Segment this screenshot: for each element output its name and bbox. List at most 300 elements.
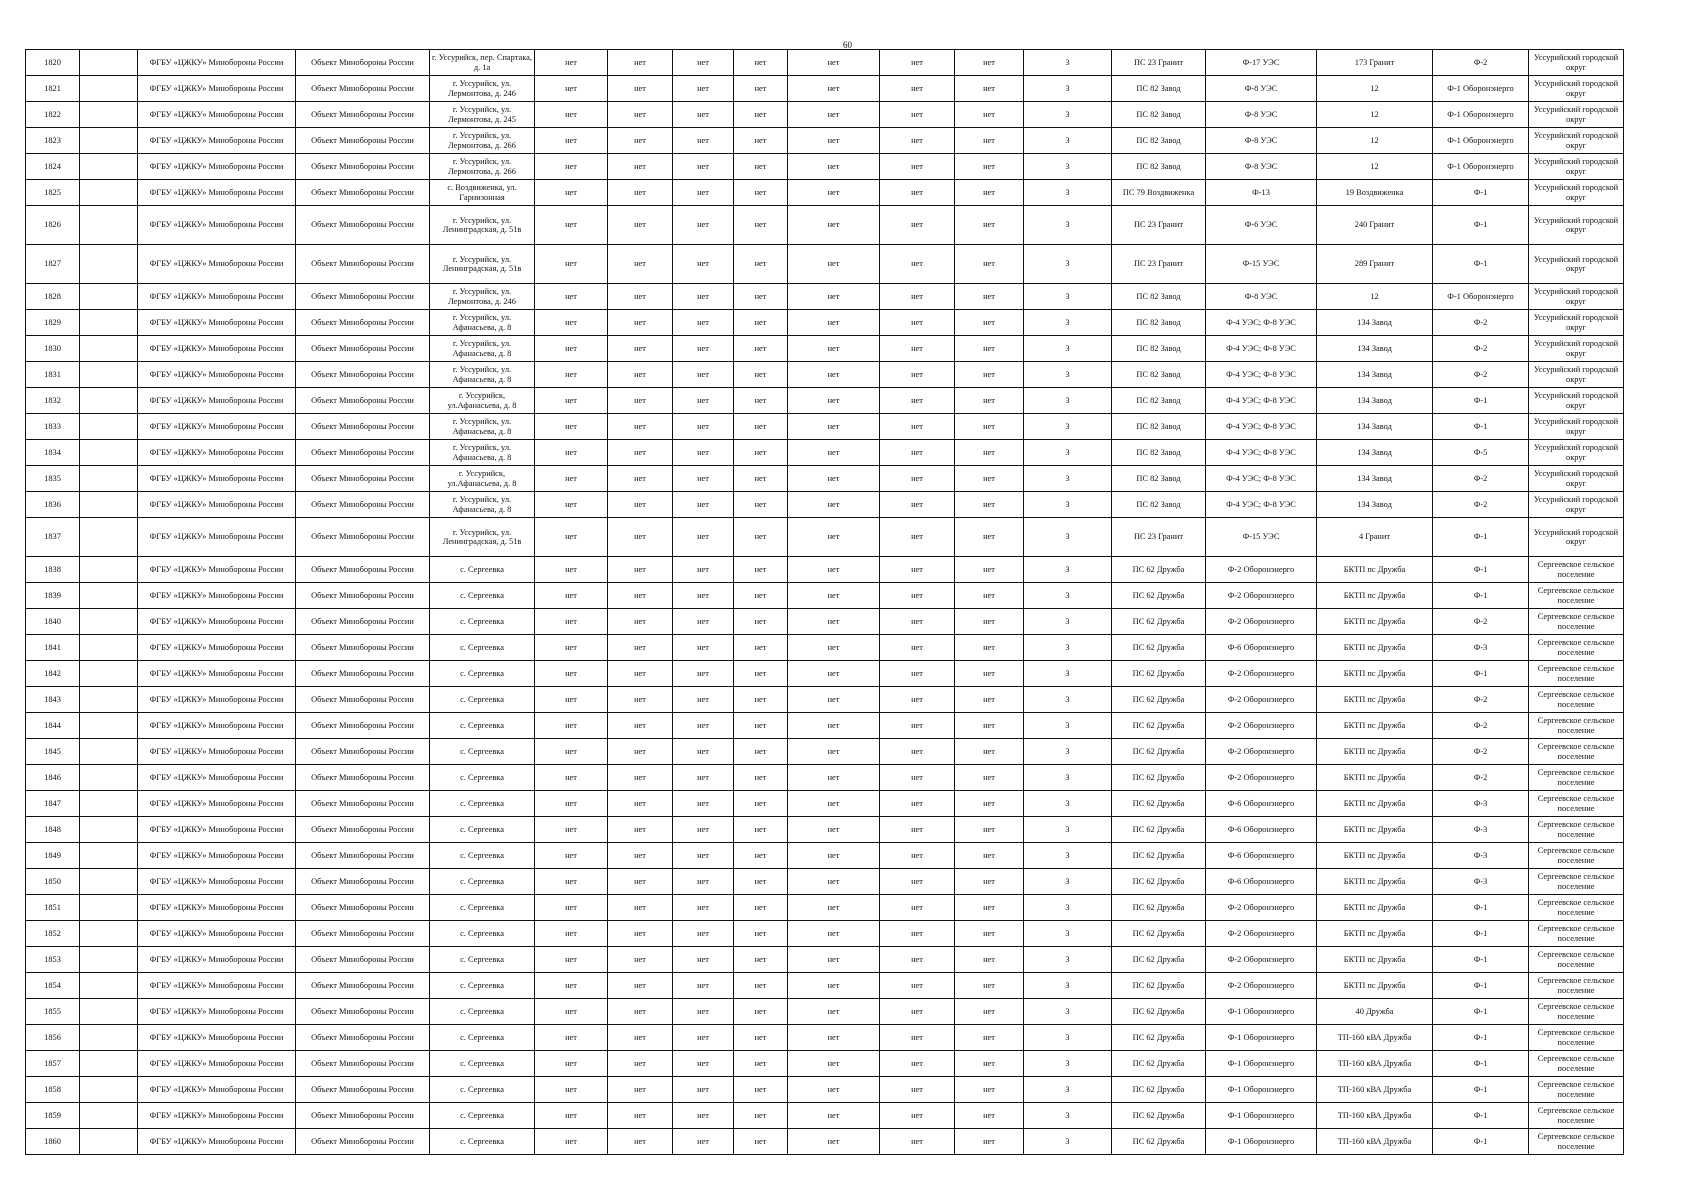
- cell-feeder: Ф-4 УЭС; Ф-8 УЭС: [1206, 336, 1317, 362]
- cell-c4: нет: [734, 128, 788, 154]
- cell-object: Объект Минобороны России: [296, 973, 430, 999]
- cell-c4: нет: [734, 206, 788, 245]
- cell-voltage: 3: [1024, 310, 1112, 336]
- cell-feeder: Ф-2 Оборонэнерго: [1206, 739, 1317, 765]
- cell-c3: нет: [673, 765, 734, 791]
- cell-c3: нет: [673, 1077, 734, 1103]
- table-row: [26, 791, 1624, 817]
- cell-org: ФГБУ «ЦЖКУ» Минобороны России: [138, 1051, 296, 1077]
- cell-c4: нет: [734, 739, 788, 765]
- cell-blank: [80, 206, 138, 245]
- cell-c7: нет: [955, 921, 1024, 947]
- cell-org: ФГБУ «ЦЖКУ» Минобороны России: [138, 713, 296, 739]
- cell-num: 1835: [26, 466, 80, 492]
- cell-line: Ф-1: [1433, 1103, 1529, 1129]
- cell-settlement: Сергеевское сельское поселение: [1529, 817, 1624, 843]
- table-row: [26, 50, 1624, 76]
- cell-c3: нет: [673, 661, 734, 687]
- cell-blank: [80, 102, 138, 128]
- cell-org: ФГБУ «ЦЖКУ» Минобороны России: [138, 336, 296, 362]
- cell-settlement: Сергеевское сельское поселение: [1529, 1129, 1624, 1155]
- cell-c2: нет: [608, 635, 673, 661]
- cell-feeder: Ф-8 УЭС: [1206, 154, 1317, 180]
- cell-c6: нет: [880, 687, 955, 713]
- cell-address: г. Уссурийск, ул. Афанасьева, д. 8: [430, 362, 535, 388]
- cell-c5: нет: [788, 310, 880, 336]
- table-row: [26, 921, 1624, 947]
- table-row: [26, 895, 1624, 921]
- cell-object: Объект Минобороны России: [296, 388, 430, 414]
- cell-substation: ПС 79 Воздвиженка: [1112, 180, 1206, 206]
- cell-c3: нет: [673, 440, 734, 466]
- cell-c7: нет: [955, 1103, 1024, 1129]
- cell-c1: нет: [535, 206, 608, 245]
- cell-c3: нет: [673, 999, 734, 1025]
- cell-address: с. Сергеевка: [430, 817, 535, 843]
- cell-substation: ПС 62 Дружба: [1112, 739, 1206, 765]
- cell-c2: нет: [608, 765, 673, 791]
- cell-line: Ф-2: [1433, 739, 1529, 765]
- cell-c4: нет: [734, 362, 788, 388]
- cell-address: с. Сергеевка: [430, 973, 535, 999]
- cell-blank: [80, 1025, 138, 1051]
- cell-tp: 134 Завод: [1317, 492, 1433, 518]
- cell-c6: нет: [880, 128, 955, 154]
- cell-blank: [80, 284, 138, 310]
- cell-line: Ф-2: [1433, 466, 1529, 492]
- cell-c2: нет: [608, 440, 673, 466]
- cell-c5: нет: [788, 635, 880, 661]
- cell-c7: нет: [955, 284, 1024, 310]
- cell-feeder: Ф-6 УЭС: [1206, 206, 1317, 245]
- cell-c5: нет: [788, 947, 880, 973]
- cell-c4: нет: [734, 180, 788, 206]
- cell-org: ФГБУ «ЦЖКУ» Минобороны России: [138, 310, 296, 336]
- cell-voltage: 3: [1024, 817, 1112, 843]
- cell-num: 1833: [26, 414, 80, 440]
- cell-c4: нет: [734, 245, 788, 284]
- cell-c4: нет: [734, 713, 788, 739]
- cell-c1: нет: [535, 765, 608, 791]
- cell-c6: нет: [880, 414, 955, 440]
- table-row: [26, 869, 1624, 895]
- cell-settlement: Сергеевское сельское поселение: [1529, 739, 1624, 765]
- cell-tp: 12: [1317, 284, 1433, 310]
- cell-address: с. Сергеевка: [430, 1103, 535, 1129]
- cell-substation: ПС 62 Дружба: [1112, 895, 1206, 921]
- cell-num: 1822: [26, 102, 80, 128]
- cell-c3: нет: [673, 310, 734, 336]
- cell-substation: ПС 62 Дружба: [1112, 609, 1206, 635]
- cell-settlement: Сергеевское сельское поселение: [1529, 765, 1624, 791]
- cell-c6: нет: [880, 635, 955, 661]
- cell-address: г. Уссурийск, ул. Афанасьева, д. 8: [430, 336, 535, 362]
- cell-blank: [80, 76, 138, 102]
- cell-feeder: Ф-1 Оборонэнерго: [1206, 1025, 1317, 1051]
- cell-c6: нет: [880, 362, 955, 388]
- cell-org: ФГБУ «ЦЖКУ» Минобороны России: [138, 414, 296, 440]
- cell-c5: нет: [788, 284, 880, 310]
- cell-address: г. Уссурийск, ул. Лермонтова, д. 245: [430, 102, 535, 128]
- cell-c6: нет: [880, 388, 955, 414]
- cell-c2: нет: [608, 245, 673, 284]
- cell-object: Объект Минобороны России: [296, 1103, 430, 1129]
- cell-feeder: Ф-6 Оборонэнерго: [1206, 869, 1317, 895]
- cell-feeder: Ф-4 УЭС; Ф-8 УЭС: [1206, 414, 1317, 440]
- cell-line: Ф-2: [1433, 336, 1529, 362]
- cell-c2: нет: [608, 1103, 673, 1129]
- cell-settlement: Уссурийский городской округ: [1529, 50, 1624, 76]
- cell-c5: нет: [788, 1103, 880, 1129]
- cell-address: г. Уссурийск, ул. Лермонтова, д. 246: [430, 284, 535, 310]
- cell-c5: нет: [788, 388, 880, 414]
- cell-substation: ПС 62 Дружба: [1112, 713, 1206, 739]
- cell-org: ФГБУ «ЦЖКУ» Минобороны России: [138, 245, 296, 284]
- cell-voltage: 3: [1024, 973, 1112, 999]
- cell-num: 1857: [26, 1051, 80, 1077]
- cell-c7: нет: [955, 128, 1024, 154]
- cell-address: г. Уссурийск, ул. Афанасьева, д. 8: [430, 414, 535, 440]
- cell-line: Ф-1: [1433, 973, 1529, 999]
- cell-blank: [80, 557, 138, 583]
- cell-address: с. Сергеевка: [430, 765, 535, 791]
- cell-voltage: 3: [1024, 154, 1112, 180]
- cell-object: Объект Минобороны России: [296, 1077, 430, 1103]
- cell-feeder: Ф-2 Оборонэнерго: [1206, 583, 1317, 609]
- cell-c4: нет: [734, 50, 788, 76]
- cell-c5: нет: [788, 180, 880, 206]
- cell-voltage: 3: [1024, 518, 1112, 557]
- cell-c2: нет: [608, 284, 673, 310]
- cell-feeder: Ф-6 Оборонэнерго: [1206, 843, 1317, 869]
- cell-feeder: Ф-8 УЭС: [1206, 76, 1317, 102]
- cell-voltage: 3: [1024, 284, 1112, 310]
- cell-feeder: Ф-2 Оборонэнерго: [1206, 947, 1317, 973]
- cell-c5: нет: [788, 999, 880, 1025]
- cell-c1: нет: [535, 102, 608, 128]
- cell-blank: [80, 843, 138, 869]
- cell-line: Ф-3: [1433, 791, 1529, 817]
- cell-address: г. Уссурийск, ул. Лермонтова, д. 246: [430, 76, 535, 102]
- cell-c5: нет: [788, 661, 880, 687]
- cell-address: с. Сергеевка: [430, 739, 535, 765]
- table-row: [26, 76, 1624, 102]
- table-row: [26, 557, 1624, 583]
- cell-feeder: Ф-6 Оборонэнерго: [1206, 791, 1317, 817]
- table-row: [26, 947, 1624, 973]
- cell-c3: нет: [673, 102, 734, 128]
- cell-c3: нет: [673, 609, 734, 635]
- cell-c7: нет: [955, 440, 1024, 466]
- cell-c6: нет: [880, 921, 955, 947]
- cell-tp: 12: [1317, 76, 1433, 102]
- cell-c3: нет: [673, 921, 734, 947]
- cell-num: 1836: [26, 492, 80, 518]
- cell-c6: нет: [880, 440, 955, 466]
- cell-voltage: 3: [1024, 1129, 1112, 1155]
- cell-c5: нет: [788, 102, 880, 128]
- cell-c7: нет: [955, 895, 1024, 921]
- cell-c6: нет: [880, 583, 955, 609]
- cell-feeder: Ф-4 УЭС; Ф-8 УЭС: [1206, 310, 1317, 336]
- cell-blank: [80, 50, 138, 76]
- cell-address: с. Сергеевка: [430, 661, 535, 687]
- cell-c4: нет: [734, 791, 788, 817]
- cell-num: 1839: [26, 583, 80, 609]
- cell-num: 1827: [26, 245, 80, 284]
- cell-org: ФГБУ «ЦЖКУ» Минобороны России: [138, 1103, 296, 1129]
- cell-settlement: Уссурийский городской округ: [1529, 336, 1624, 362]
- cell-feeder: Ф-2 Оборонэнерго: [1206, 661, 1317, 687]
- cell-c5: нет: [788, 1025, 880, 1051]
- cell-c3: нет: [673, 154, 734, 180]
- cell-c4: нет: [734, 635, 788, 661]
- cell-c2: нет: [608, 921, 673, 947]
- cell-line: Ф-2: [1433, 687, 1529, 713]
- cell-c2: нет: [608, 102, 673, 128]
- cell-num: 1849: [26, 843, 80, 869]
- cell-c2: нет: [608, 843, 673, 869]
- cell-settlement: Сергеевское сельское поселение: [1529, 1025, 1624, 1051]
- cell-c5: нет: [788, 765, 880, 791]
- cell-object: Объект Минобороны России: [296, 1025, 430, 1051]
- cell-c7: нет: [955, 50, 1024, 76]
- cell-num: 1852: [26, 921, 80, 947]
- cell-c6: нет: [880, 50, 955, 76]
- cell-address: с. Сергеевка: [430, 557, 535, 583]
- cell-c3: нет: [673, 869, 734, 895]
- table-row: [26, 661, 1624, 687]
- cell-line: Ф-2: [1433, 713, 1529, 739]
- cell-c2: нет: [608, 687, 673, 713]
- cell-c5: нет: [788, 895, 880, 921]
- cell-num: 1838: [26, 557, 80, 583]
- cell-substation: ПС 62 Дружба: [1112, 1025, 1206, 1051]
- cell-c4: нет: [734, 414, 788, 440]
- cell-object: Объект Минобороны России: [296, 245, 430, 284]
- cell-settlement: Уссурийский городской округ: [1529, 518, 1624, 557]
- cell-address: с. Сергеевка: [430, 895, 535, 921]
- cell-line: Ф-1: [1433, 557, 1529, 583]
- cell-org: ФГБУ «ЦЖКУ» Минобороны России: [138, 76, 296, 102]
- table-row: [26, 414, 1624, 440]
- cell-blank: [80, 609, 138, 635]
- cell-c1: нет: [535, 817, 608, 843]
- cell-line: Ф-1 Оборонэнерго: [1433, 154, 1529, 180]
- cell-num: 1846: [26, 765, 80, 791]
- cell-tp: БКТП пс Дружба: [1317, 973, 1433, 999]
- cell-object: Объект Минобороны России: [296, 518, 430, 557]
- cell-line: Ф-1: [1433, 583, 1529, 609]
- cell-c7: нет: [955, 713, 1024, 739]
- cell-c7: нет: [955, 336, 1024, 362]
- cell-blank: [80, 817, 138, 843]
- cell-c4: нет: [734, 583, 788, 609]
- cell-line: Ф-2: [1433, 310, 1529, 336]
- cell-c6: нет: [880, 1129, 955, 1155]
- cell-object: Объект Минобороны России: [296, 50, 430, 76]
- cell-voltage: 3: [1024, 921, 1112, 947]
- table-row: [26, 765, 1624, 791]
- cell-c2: нет: [608, 1129, 673, 1155]
- cell-c3: нет: [673, 336, 734, 362]
- cell-c3: нет: [673, 635, 734, 661]
- cell-settlement: Уссурийский городской округ: [1529, 180, 1624, 206]
- cell-c3: нет: [673, 128, 734, 154]
- cell-c1: нет: [535, 414, 608, 440]
- cell-org: ФГБУ «ЦЖКУ» Минобороны России: [138, 973, 296, 999]
- cell-tp: 134 Завод: [1317, 388, 1433, 414]
- cell-tp: БКТП пс Дружба: [1317, 713, 1433, 739]
- cell-c2: нет: [608, 1025, 673, 1051]
- table-row: [26, 1077, 1624, 1103]
- cell-tp: 12: [1317, 128, 1433, 154]
- cell-blank: [80, 947, 138, 973]
- cell-object: Объект Минобороны России: [296, 739, 430, 765]
- cell-address: г. Уссурийск, ул. Афанасьева, д. 8: [430, 492, 535, 518]
- cell-c1: нет: [535, 1129, 608, 1155]
- cell-num: 1828: [26, 284, 80, 310]
- cell-object: Объект Минобороны России: [296, 310, 430, 336]
- cell-line: Ф-5: [1433, 440, 1529, 466]
- cell-feeder: Ф-1 Оборонэнерго: [1206, 1103, 1317, 1129]
- cell-feeder: Ф-4 УЭС; Ф-8 УЭС: [1206, 388, 1317, 414]
- cell-c4: нет: [734, 102, 788, 128]
- cell-c1: нет: [535, 245, 608, 284]
- cell-c3: нет: [673, 388, 734, 414]
- cell-voltage: 3: [1024, 180, 1112, 206]
- cell-feeder: Ф-15 УЭС: [1206, 245, 1317, 284]
- cell-line: Ф-1 Оборонэнерго: [1433, 128, 1529, 154]
- cell-c6: нет: [880, 1025, 955, 1051]
- cell-settlement: Сергеевское сельское поселение: [1529, 921, 1624, 947]
- cell-tp: 40 Дружба: [1317, 999, 1433, 1025]
- cell-settlement: Сергеевское сельское поселение: [1529, 661, 1624, 687]
- cell-feeder: Ф-4 УЭС; Ф-8 УЭС: [1206, 362, 1317, 388]
- cell-blank: [80, 1077, 138, 1103]
- cell-settlement: Уссурийский городской округ: [1529, 245, 1624, 284]
- cell-c2: нет: [608, 76, 673, 102]
- cell-org: ФГБУ «ЦЖКУ» Минобороны России: [138, 1129, 296, 1155]
- cell-c2: нет: [608, 895, 673, 921]
- cell-object: Объект Минобороны России: [296, 154, 430, 180]
- cell-object: Объект Минобороны России: [296, 583, 430, 609]
- cell-substation: ПС 82 Завод: [1112, 492, 1206, 518]
- cell-num: 1834: [26, 440, 80, 466]
- table-row: [26, 817, 1624, 843]
- cell-org: ФГБУ «ЦЖКУ» Минобороны России: [138, 440, 296, 466]
- cell-num: 1826: [26, 206, 80, 245]
- cell-substation: ПС 82 Завод: [1112, 102, 1206, 128]
- cell-object: Объект Минобороны России: [296, 921, 430, 947]
- cell-c2: нет: [608, 50, 673, 76]
- cell-org: ФГБУ «ЦЖКУ» Минобороны России: [138, 557, 296, 583]
- cell-c6: нет: [880, 518, 955, 557]
- cell-voltage: 3: [1024, 76, 1112, 102]
- cell-tp: 134 Завод: [1317, 414, 1433, 440]
- cell-c7: нет: [955, 102, 1024, 128]
- cell-line: Ф-1: [1433, 947, 1529, 973]
- cell-settlement: Уссурийский городской округ: [1529, 154, 1624, 180]
- cell-c5: нет: [788, 869, 880, 895]
- cell-c5: нет: [788, 973, 880, 999]
- cell-org: ФГБУ «ЦЖКУ» Минобороны России: [138, 609, 296, 635]
- cell-substation: ПС 62 Дружба: [1112, 999, 1206, 1025]
- cell-num: 1843: [26, 687, 80, 713]
- cell-feeder: Ф-2 Оборонэнерго: [1206, 765, 1317, 791]
- cell-c4: нет: [734, 154, 788, 180]
- cell-address: с. Сергеевка: [430, 1025, 535, 1051]
- cell-substation: ПС 82 Завод: [1112, 440, 1206, 466]
- cell-c2: нет: [608, 661, 673, 687]
- cell-num: 1837: [26, 518, 80, 557]
- cell-voltage: 3: [1024, 206, 1112, 245]
- cell-feeder: Ф-17 УЭС: [1206, 50, 1317, 76]
- cell-c7: нет: [955, 791, 1024, 817]
- cell-tp: БКТП пс Дружба: [1317, 843, 1433, 869]
- cell-c3: нет: [673, 947, 734, 973]
- cell-substation: ПС 62 Дружба: [1112, 1129, 1206, 1155]
- cell-feeder: Ф-15 УЭС: [1206, 518, 1317, 557]
- cell-c2: нет: [608, 336, 673, 362]
- cell-c5: нет: [788, 414, 880, 440]
- cell-blank: [80, 895, 138, 921]
- table-row: [26, 388, 1624, 414]
- cell-object: Объект Минобороны России: [296, 466, 430, 492]
- cell-c7: нет: [955, 518, 1024, 557]
- cell-blank: [80, 362, 138, 388]
- cell-voltage: 3: [1024, 102, 1112, 128]
- cell-c4: нет: [734, 557, 788, 583]
- table-row: [26, 973, 1624, 999]
- cell-blank: [80, 713, 138, 739]
- cell-settlement: Уссурийский городской округ: [1529, 128, 1624, 154]
- cell-c1: нет: [535, 557, 608, 583]
- cell-settlement: Уссурийский городской округ: [1529, 102, 1624, 128]
- cell-c4: нет: [734, 687, 788, 713]
- cell-c5: нет: [788, 843, 880, 869]
- cell-substation: ПС 62 Дружба: [1112, 921, 1206, 947]
- cell-address: с. Сергеевка: [430, 687, 535, 713]
- cell-c4: нет: [734, 518, 788, 557]
- cell-line: Ф-1: [1433, 1129, 1529, 1155]
- cell-tp: ТП-160 кВА Дружба: [1317, 1025, 1433, 1051]
- cell-c3: нет: [673, 1051, 734, 1077]
- cell-settlement: Сергеевское сельское поселение: [1529, 1103, 1624, 1129]
- cell-c3: нет: [673, 557, 734, 583]
- cell-voltage: 3: [1024, 713, 1112, 739]
- cell-address: г. Уссурийск, ул. Афанасьева, д. 8: [430, 310, 535, 336]
- cell-settlement: Сергеевское сельское поселение: [1529, 713, 1624, 739]
- cell-c5: нет: [788, 492, 880, 518]
- cell-c4: нет: [734, 388, 788, 414]
- cell-address: с. Сергеевка: [430, 999, 535, 1025]
- cell-tp: 134 Завод: [1317, 336, 1433, 362]
- cell-c1: нет: [535, 284, 608, 310]
- cell-blank: [80, 869, 138, 895]
- cell-object: Объект Минобороны России: [296, 609, 430, 635]
- cell-c5: нет: [788, 440, 880, 466]
- cell-c7: нет: [955, 635, 1024, 661]
- cell-org: ФГБУ «ЦЖКУ» Минобороны России: [138, 518, 296, 557]
- cell-num: 1851: [26, 895, 80, 921]
- cell-substation: ПС 23 Гранит: [1112, 50, 1206, 76]
- cell-feeder: Ф-1 Оборонэнерго: [1206, 1129, 1317, 1155]
- cell-tp: 173 Гранит: [1317, 50, 1433, 76]
- cell-object: Объект Минобороны России: [296, 635, 430, 661]
- cell-c3: нет: [673, 817, 734, 843]
- cell-c7: нет: [955, 999, 1024, 1025]
